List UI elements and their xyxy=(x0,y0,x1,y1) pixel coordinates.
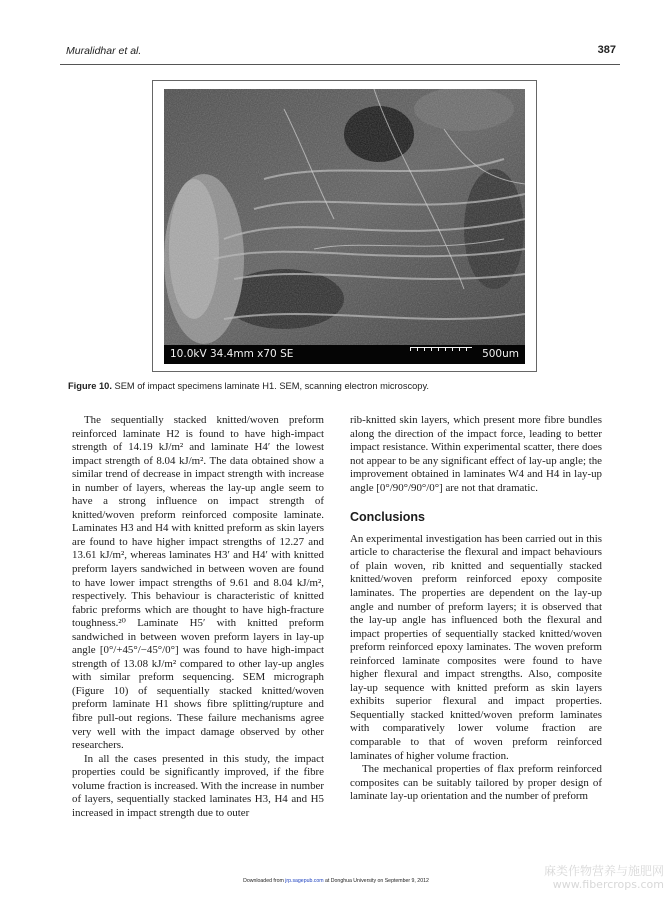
paragraph: rib-knitted skin layers, which present more fibre bundles along the direction of the impact force, leading to better impact resistance. Within experimental scatter, there does not appear to be any significant effect of lay-up angle; the improvement obtained in laminates W4 and H4 in lay-up angle [0°/90°/90°/0°] are not that dramatic. xyxy=(350,414,602,494)
page-number: 387 xyxy=(597,44,616,56)
figure-caption-label: Figure 10. xyxy=(68,381,112,391)
footer-prefix: Downloaded from xyxy=(243,878,286,884)
paragraph: An experimental investigation has been carried out in this article to characterise the flexural and impact behaviours of plain woven, rib knitted and sequentially stacked knitted/woven preform reinforced epoxy composite laminates. The properties are dependent on the lay-up angle and number of preform layers; it is observed that the lay-up angle has influenced both the flexural and impact properties of sequentially stacked knitted/woven preform reinforced epoxy laminates. The woven preform reinforced laminate composites were found to have higher flexural and impact strengths. Also, composite lay-up sequence with knitted preform as skin layers exhibits superior flexural and impact properties. Sequentially stacked knitted/woven preform laminates with comparatively lower volume fraction are comparable to that of woven preform reinforced laminates of higher volume fraction. xyxy=(350,532,602,762)
footer-suffix: at Donghua University on September 9, 2012 xyxy=(323,878,429,884)
figure-10 xyxy=(152,80,537,372)
sem-scale-bar xyxy=(410,347,472,351)
running-head: Muralidhar et al. xyxy=(66,45,142,57)
left-column xyxy=(72,414,324,820)
paragraph: The sequentially stacked knitted/woven preform reinforced laminate H2 is found to have high-impact strength of 14.19 kJ/m² and laminate H4′ the lowest impact strength of 8.04 kJ/m². The data obtained show a similar trend of decrease in impact strength with increase in number of layers, whereas the lay-up angle seem to have a strong influence on impact strength of knitted/woven preform reinforced composite laminate. Laminates H3 and H4 with knitted preform as skin layers are found to have higher impact strengths of 12.27 and 13.61 kJ/m², whereas laminates H3′ and H4′ with knitted preform layers sandwiched in between woven are found to have lower impact strengths of 9.61 and 8.04 kJ/m², respectively. This behaviour is characteristic of knitted fabric preforms which are thought to have high-fracture toughness.²⁰ Laminate H5′ with knitted preform sandwiched in between woven preform layers in lay-up angle [0°/+45°/−45°/0°] was found to have high-impact strength of 13.08 kJ/m² compared to other lay-up angles with similar preform sequencing. SEM micrograph (Figure 10) of sequentially stacked knitted/woven preform laminate H1 shows fibre splitting/rupture and fibre pull-out regions. These failure mechanisms agree very well with the impact damage observed by other researchers. xyxy=(72,414,324,752)
paragraph: In all the cases presented in this study, the impact properties could be significantly improved, if the fibre volume fraction is increased. With the increase in number of layers, sequentially stacked laminates H3, H4 and H5 increased in impact strength due to outer xyxy=(72,752,324,819)
sem-databar xyxy=(164,345,525,364)
sem-scale-label: 500um xyxy=(482,348,519,360)
paragraph: The mechanical properties of flax preform reinforced composites can be suitably tailored by proper design of laminate lay-up orientation and the number of preform xyxy=(350,763,602,803)
footer-link[interactable]: jrp.sagepub.com xyxy=(285,878,324,884)
right-column xyxy=(350,414,602,804)
watermark xyxy=(544,864,664,891)
sem-texture xyxy=(164,89,525,345)
figure-caption-text: SEM of impact specimens laminate H1. SEM, scanning electron microscopy. xyxy=(111,381,430,391)
sem-params: 10.0kV 34.4mm x70 SE xyxy=(170,348,294,360)
page-header xyxy=(60,38,620,64)
watermark-url: www.fibercrops.com xyxy=(552,878,664,891)
sem-micrograph xyxy=(164,89,525,364)
figure-caption xyxy=(68,381,628,391)
header-rule xyxy=(60,64,620,65)
watermark-cn: 麻类作物营养与施肥网 xyxy=(543,864,664,878)
section-heading-conclusions: Conclusions xyxy=(350,510,426,525)
